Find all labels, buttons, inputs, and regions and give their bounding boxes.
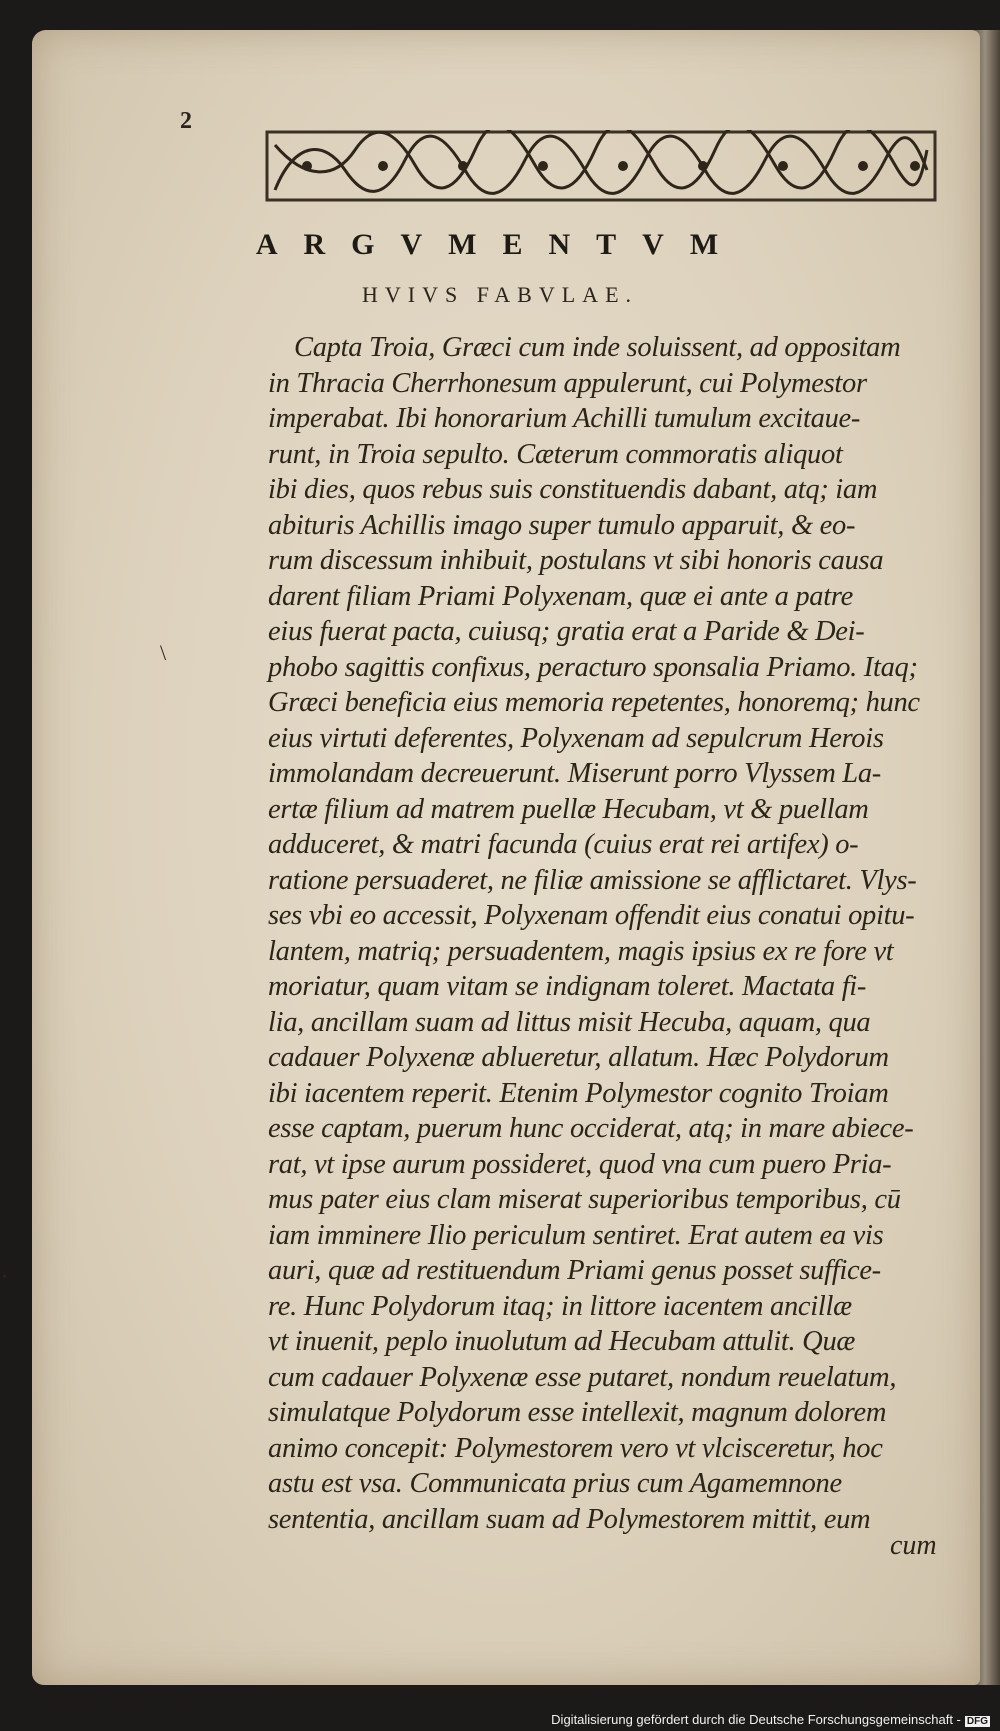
text-line: lantem, matriq; persuadentem, magis ipsius ex re fore vt [268,935,894,967]
text-line: rum discessum inhibuit, postulans vt sibi honoris causa [268,545,884,576]
text-line: animo concepit: Polymestorem vero vt vlcisceretur, hoc [268,1432,883,1464]
text-line: adduceret, & matri facunda (cuius erat rei artifex) o- [268,829,859,860]
text-line: esse captam, puerum hunc occiderat, atq; in mare abiece- [268,1113,914,1144]
text-line: astu est vsa. Communicata prius cum Agamemnone [268,1468,842,1499]
text-line: ratione persuaderet, ne filiæ amissione se afflictaret. Vlys- [268,864,917,896]
text-line: in Thracia Cherrhonesum appulerunt, cui Polymestor [268,367,867,399]
text-line: darent filiam Priami Polyxenam, quæ ei ante a patre [268,580,853,612]
text-line: re. Hunc Polydorum itaq; in littore iacentem ancillæ [268,1290,852,1322]
text-line: vt inuenit, peplo inuolutum ad Hecubam attulit. Quæ [268,1326,856,1357]
text-line: iam imminere Ilio periculum sentiret. Erat autem ea vis [268,1219,884,1251]
digitization-credit [551,1712,990,1727]
text-line: lia, ancillam suam ad littus misit Hecuba, aquam, qua [268,1006,871,1038]
text-line: auri, quæ ad restituendum Priami genus posset suffice- [268,1255,881,1286]
text-line: Græci beneficia eius memoria repetentes, honoremq; hunc [268,687,920,718]
footer-text: Digitalisierung gefördert durch die Deutsche Forschungsgemeinschaft - [551,1712,961,1727]
text-line: ibi iacentem reperit. Etenim Polymestor cognito Troiam [268,1077,889,1109]
text-line: ses vbi eo accessit, Polyxenam offendit eius conatui opitu- [268,900,915,931]
margin-mark: \ [160,640,167,665]
text-line: immolandam decreuerunt. Miserunt porro Vlyssem La- [268,758,881,789]
text-line: mus pater eius clam miserat superioribus temporibus, cū [268,1184,901,1215]
dfg-logo: DFG [966,1716,988,1727]
text-line: simulatque Polydorum esse intellexit, magnum dolorem [268,1397,887,1428]
subheading-huius-fabulae: HVIVS FABVLAE. [361,282,639,307]
text-line: ibi dies, quos rebus suis constituendis dabant, atq; iam [268,474,878,505]
decorative-headpiece [265,130,937,202]
margin-dot: • [2,1270,7,1285]
text-line: runt, in Troia sepulto. Cæterum commoratis aliquot [268,438,843,470]
text-line: phobo sagittis confixus, peracturo sponsalia Priamo. Itaq; [268,651,918,683]
text-line: Capta Troia, Græci cum inde soluissent, ad oppositam [294,332,901,363]
text-line: eius fuerat pacta, cuiusq; gratia erat a Paride & Dei- [268,616,865,647]
text-line: eius virtuti deferentes, Polyxenam ad sepulcrum Herois [268,722,884,754]
text-line: moriatur, quam vitam se indignam toleret. Mactata fi- [268,971,867,1002]
catchword: cum [890,1530,937,1561]
text-line: cadauer Polyxenæ ablueretur, allatum. Hæc Polydorum [268,1042,889,1073]
text-line: ertæ filium ad matrem puellæ Hecubam, vt & puellam [268,793,869,825]
heading-argumentum: ARGVMENTVM [255,228,745,261]
text-line: imperabat. Ibi honorarium Achilli tumulum excitaue- [268,403,861,434]
text-line: sententia, ancillam suam ad Polymestorem mittit, eum [268,1503,871,1535]
text-line: rat, vt ipse aurum possideret, quod vna cum puero Pria- [268,1148,892,1180]
text-line: abituris Achillis imago super tumulo apparuit, & eo- [268,509,856,541]
text-line: cum cadauer Polyxenæ esse putaret, nondum reuelatum, [268,1361,897,1393]
argument-text [268,330,948,1537]
page-number: 2 [180,108,192,134]
